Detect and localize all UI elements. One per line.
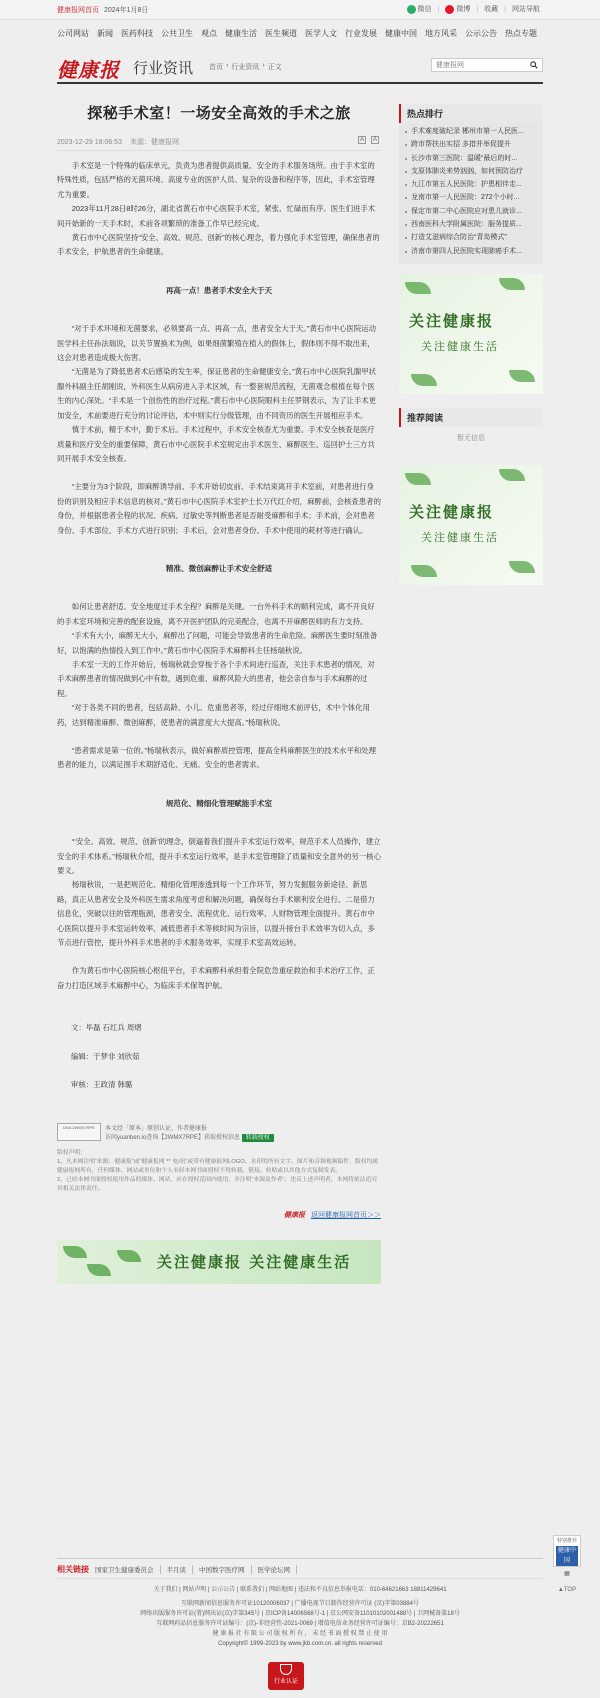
breadcrumb-current: 正文: [267, 64, 282, 71]
paragraph: “对于各类不同的患者，包括高龄、小儿、危重患者等，经过仔细地术前评估，术中个体化用药，达到精准麻醉、微创麻醉，使患者的满意度大大提高。”杨瑞秋说。: [57, 703, 370, 727]
originality-line: 本文经「原本」原创认证，作者健康报: [105, 1125, 208, 1132]
author-credit: 文：毕磊 石红兵 周熠: [71, 1023, 142, 1033]
nav-item[interactable]: 新闻: [97, 29, 113, 38]
recommended-empty: 暂无信息: [457, 434, 485, 442]
paragraph: 慎于术前，精于术中，勤于术后。手术过程中，手术安全核查尤为重要。手术安全核查是医疗质量和医疗安全的重要保障，黄石市中心医院手术室规定由手术医生、麻醉医生、巡回护士三方共同开展手术安全核查。: [57, 425, 375, 463]
nav-item[interactable]: 医生频道: [265, 29, 297, 38]
ad-title: 关注健康报: [409, 311, 495, 330]
back-home-link[interactable]: 返回健康报网首页＞＞: [311, 1211, 381, 1219]
statement-item: 2、已经本网书面授权使用作品的媒体、网站，应在授权范围内使用，并注明“来源及作者”。违反上述声明者，本网将依法追究其相关法律责任。: [57, 1176, 378, 1192]
editor-credit: 编辑：于梦非 刘欣茹: [71, 1051, 140, 1061]
leaf-decoration: [411, 374, 437, 386]
license-line: 互联网药品信息服务许可证编号：(京)-非经营性-2021-0069 | 增值电信业务经营许可证编号：京B2-20222651: [156, 1621, 444, 1627]
recommended-title: 推荐阅读: [399, 408, 543, 427]
reprint-auth-button[interactable]: 转载授权: [242, 1134, 274, 1142]
search-icon[interactable]: [530, 61, 538, 69]
current-date: 2024年1月8日: [104, 7, 149, 14]
weibo-label: 微博: [456, 6, 471, 13]
font-decrease-icon[interactable]: A: [372, 137, 377, 143]
breadcrumb-separator: ›: [262, 62, 265, 69]
reviewer-credit: 审核：王政清 韩璐: [71, 1080, 133, 1090]
chevron-up-icon: ▲: [557, 1587, 564, 1593]
font-size-tools: [358, 136, 379, 144]
related-links: [57, 1558, 543, 1575]
nav-item[interactable]: 行业发展: [345, 29, 377, 38]
weibo-link[interactable]: [445, 4, 470, 14]
nav-item[interactable]: 公共卫生: [161, 29, 193, 38]
originality-badge: [57, 1123, 381, 1141]
paragraph: 如何让患者舒适、安全地度过手术全程？麻醉是关键。一台外科手术的顺利完成，离不开良好的手术室环境和完善的配套设施，离不开医护团队的完美配合，也离不开麻醉医师的有力支持。: [57, 602, 375, 626]
originality-text: [105, 1123, 274, 1141]
weibo-icon: [445, 5, 454, 14]
section-heading: 精准、微创麻醉让手术安全舒适: [165, 563, 273, 573]
article-body: [57, 159, 381, 1093]
rights-line: 健 康 报 社 有 限 公 司 版 权 所 有 ， 未 经 书 面 授 权 禁 止 使 用: [212, 1631, 388, 1637]
search-box: [431, 58, 543, 72]
breadcrumb-section[interactable]: 行业资讯: [231, 64, 260, 71]
hot-item[interactable]: 济南市第四人民医院实现肺癌手术...: [405, 245, 537, 258]
leaf-decoration: [63, 1246, 87, 1258]
paragraph: “无菌是为了降低患者术后感染的发生率，保证患者的生命健康安全。”黄石市中心医院乳腺甲状腺外科副主任胡刚说，外科医生从病房进入手术区域，有一整套规范流程，无菌观念根植在每个医生的内心深处。“手术是一个创伤性的治疗过程。”黄石市中心医院眼科主任罗钢表示，为了让手术更加安全，术前要进行充分的讨论评估，术中则实行分级管理，由不同资历的医生开展相应手术。: [57, 367, 377, 420]
paragraph: 黄石市中心医院坚持“安全、高效、规范、创新”的核心理念，着力强化手术室管理，确保患者的手术安全，护航患者的生命健康。: [57, 233, 380, 257]
statement-item: 1、凡本网注明“来源：健康报”或“健康报网 ** 电/讯”或带有健康报网LOGO、水印的所有文字、图片和音频视频稿件，版权均属健康报网所有，任何媒体、网站或单位和个人未经本网书面授权不得转载、链接、转贴或以其他方式复制发表。: [57, 1158, 379, 1174]
related-link[interactable]: 半月谈: [167, 1565, 194, 1574]
article-meta: [57, 137, 381, 151]
nav-item[interactable]: 医学人文: [305, 29, 337, 38]
nav-item[interactable]: 热点专题: [505, 29, 537, 38]
leaf-decoration: [117, 1250, 141, 1262]
paragraph: 作为黄石市中心医院核心枢纽平台，手术麻醉科承担着全院危急重症救治和手术治疗工作，正奋力打造区域手术麻醉中心，为临床手术保驾护航。: [57, 966, 375, 990]
footer-links[interactable]: 关于我们 | 网站声明 | 公示公告 | 联系我们 | 网站地图 | 违法和不良信息举报电话：010-64621663 18811429641: [153, 1587, 447, 1593]
nav-item[interactable]: 地方风采: [425, 29, 457, 38]
hot-item[interactable]: 跨市帮扶出实招 多措并举促提升: [405, 138, 537, 151]
hot-item[interactable]: 支原体肺炎来势汹汹，如何预防治疗: [405, 165, 537, 178]
favorite-link[interactable]: 收藏: [484, 6, 499, 13]
hot-item[interactable]: 西南医科大学附属医院：服务提质...: [405, 218, 537, 231]
publish-time: 2023-12-29 18:06:53: [57, 139, 122, 146]
shield-icon: [280, 1664, 292, 1675]
special-recommend[interactable]: [553, 1535, 581, 1567]
article: [57, 92, 381, 1284]
leaf-decoration: [499, 278, 525, 290]
paragraph: “患者需求是第一位的。”杨瑞秋表示，做好麻醉质控管理，提高全科麻醉医生的技术水平和处理患者的能力，以满足围手术期舒适化、无痛、安全的患者需求。: [57, 746, 377, 770]
section-heading: 再高一点！患者手术安全大于天: [165, 285, 273, 295]
special-recommend-label: 特别推荐: [556, 1538, 577, 1544]
divider: |: [476, 5, 479, 13]
cert-label: 行业认证: [273, 1679, 298, 1685]
hot-item[interactable]: 龙南市第一人民医院：272个小时...: [405, 191, 537, 204]
paragraph: 2023年11月28日8时26分，湖北省黄石市中心医院手术室，紧张、忙碌而有序。医生们进手术间开始新的一天手术时，术前各项繁琐的准备工作早已经完成。: [57, 204, 376, 228]
leaf-decoration: [509, 561, 535, 573]
wechat-icon: [407, 5, 416, 14]
follow-banner[interactable]: [57, 1240, 381, 1284]
paragraph: 杨瑞秋说，一是把规范化、精细化管理渗透到每一个工作环节，努力发掘服务新途径、新思路，真正从患者安全及外科医生需求角度考虑和解决问题，确保每台手术顺利安全进行。二是借力信息化，突破以往的管理瓶颈，患者安全、流程优化、运行效率、人财物管理全面提升。黄石市中心医院以提升手术室运转效率、减低患者手术等候时间为宗旨，以提升接台手术效率为切入点，多节点进行管控，提升外科手术患者的手术服务效率，实现手术室高效运转。: [57, 880, 375, 948]
leaf-decoration: [405, 473, 431, 485]
top-label: TOP: [563, 1587, 577, 1593]
paragraph: “主要分为3个阶段，即麻醉诱导前、手术开始切皮前、手术结束离开手术室前，对患者进行身份的识别及相应手术信息的核对。”黄石市中心医院手术室护士长万代红介绍，麻醉前，会核查患者的身份，并根据患者全程的状况、疾病、过敏史等判断患者是否耐受麻醉和手术；手术前，会对患者身份、手术部位、手术方式进行识别；手术后，会对患者身份、手术中使用的耗材等进行确认。: [57, 482, 381, 535]
leaf-decoration: [405, 282, 431, 294]
hot-item[interactable]: 打造艾滋病综合防治“青岛模式”: [405, 231, 537, 244]
related-label: 相关链接: [57, 1565, 89, 1574]
divider: |: [437, 5, 440, 13]
ad-title: 关注健康报: [409, 502, 495, 521]
nav-item[interactable]: 公司网站: [57, 29, 89, 38]
related-link[interactable]: 国家卫生健康委员会: [95, 1565, 161, 1574]
sitemap-link[interactable]: 网站导航: [512, 6, 540, 13]
paragraph: “手术有大小，麻醉无大小，麻醉出了问题，可能会导致患者的生命危险。麻醉医生要时刻准备好，以饱满的热情投入到工作中。”黄石市中心医院手术麻醉科主任杨瑞秋说。: [57, 631, 378, 655]
main-nav: [57, 28, 537, 39]
site-home-link[interactable]: 健康报网首页: [57, 7, 99, 14]
breadcrumb-separator: ›: [226, 62, 229, 69]
ad-subtitle: 关注健康生活: [421, 339, 499, 353]
divider: |: [504, 5, 506, 13]
breadcrumb-home[interactable]: 首页: [209, 64, 223, 71]
top-bar: [0, 0, 600, 20]
related-link[interactable]: 医学论坛网: [258, 1565, 298, 1574]
nav-item[interactable]: 健康中国: [385, 29, 417, 38]
sidebar: [399, 104, 543, 585]
copyright-statement: [57, 1149, 381, 1194]
wechat-label: 微信: [417, 6, 432, 13]
section-title: 行业资讯: [133, 60, 194, 77]
copyright-box: [57, 1123, 381, 1194]
hot-item[interactable]: 长沙市第三医院：温暖“最后的时...: [405, 152, 537, 165]
paragraph: “‘安全、高效、规范、创新’的理念，倒逼着我们提升手术室运行效率，规范手术人员操作，建立安全的手术体系。”杨瑞秋介绍，提升手术室运行效率，是手术室管理除了质量和安全意外的另一核心要义。: [57, 837, 381, 876]
grid-icon[interactable]: ▦: [564, 1571, 570, 1577]
footer: [57, 1578, 543, 1649]
site-logo[interactable]: 健康报: [57, 58, 120, 82]
dna-badge: DNA 2WMX7RPE: [57, 1123, 101, 1141]
license-line: 网络出版服务许可证(署)网出证(京)字第345号 | 京ICP备14006568号-1 | 京公网安备11010102001488号 | 卫网械备第18号: [140, 1611, 460, 1617]
article-source: 来源：健康报网: [129, 139, 179, 146]
banner-text: 关注健康报 关注健康生活: [157, 1252, 352, 1271]
statement-title: 版权声明：: [57, 1149, 86, 1156]
font-increase-icon[interactable]: A: [359, 137, 364, 143]
auth-lookup-text: 访问yuanben.io查询【2WMX7RPE】获取授权信息: [105, 1134, 241, 1141]
article-title: 探秘手术室！一场安全高效的手术之旅: [87, 105, 351, 122]
industry-cert-badge[interactable]: [268, 1662, 304, 1690]
search-input[interactable]: [432, 59, 522, 71]
back-to-top-button[interactable]: [553, 1587, 581, 1601]
brand-header: [57, 54, 543, 84]
paragraph: “对于手术环境和无菌要求，必须要高一点、再高一点，患者安全大于天。”黄石市中心医院运动医学科主任孙法瑞说，以关节置换术为例，如果细菌繁殖在植入的假体上，假体则不得不取出来，这会对患者造成极大伤害。: [57, 324, 377, 363]
section-heading: 规范化、精细化管理赋能手术室: [165, 798, 273, 808]
nav-item[interactable]: 医药科技: [121, 29, 153, 38]
breadcrumb: [209, 62, 282, 72]
healthy-china-badge: 健康中国: [557, 1548, 576, 1564]
back-home-row: [57, 1210, 381, 1220]
hot-item[interactable]: 保定市第二中心医院应对患儿就诊...: [405, 205, 537, 218]
mini-logo: 健康报: [284, 1209, 306, 1219]
nav-item[interactable]: 观点: [201, 29, 217, 38]
leaf-decoration: [87, 1264, 111, 1276]
hot-item[interactable]: 九江市第五人民医院：护患相伴走...: [405, 178, 537, 191]
follow-ad[interactable]: [399, 465, 543, 585]
leaf-decoration: [509, 370, 535, 382]
leaf-decoration: [411, 565, 437, 577]
wechat-link[interactable]: [407, 4, 432, 14]
ad-subtitle: 关注健康生活: [421, 530, 499, 544]
follow-ad[interactable]: [399, 274, 543, 394]
floating-toolbar: [553, 1535, 581, 1601]
nav-item[interactable]: 公示公告: [465, 29, 497, 38]
top-bar-right: [407, 4, 540, 14]
license-line: 互联网新闻信息服务许可证10120006037 | 广播电视节目制作经营许可证 (京)字第03884号: [181, 1601, 419, 1607]
auth-row: [105, 1132, 274, 1141]
paragraph: 手术室是一个特殊的临床单元，负责为患者提供高质量、安全的手术服务场所。由于手术室的特殊性质，包括严格的无菌环境、高度专业的医护人员、复杂的设备和程序等，因此，手术室管理尤为重要。: [57, 161, 375, 199]
copyright-line: Copyright© 1999-2023 by www.jkb.com.cn. all rights reserved: [218, 1641, 382, 1647]
hot-ranking-title: 热点排行: [399, 104, 543, 123]
nav-item[interactable]: 健康生活: [225, 29, 257, 38]
hot-ranking-list: [399, 123, 543, 264]
paragraph: 手术室一天的工作开始后，杨瑞秋就会穿梭于各个手术间进行巡查，关注手术患者的情况，对手术麻醉患者的情况做到心中有数，遇到危重、麻醉风险大的患者，他会亲自参与手术麻醉的过程。: [57, 659, 375, 698]
hot-item[interactable]: 手术难度破纪录 郴州市第一人民医...: [405, 125, 537, 138]
leaf-decoration: [499, 469, 525, 481]
related-link[interactable]: 中国数字医疗网: [199, 1565, 252, 1574]
